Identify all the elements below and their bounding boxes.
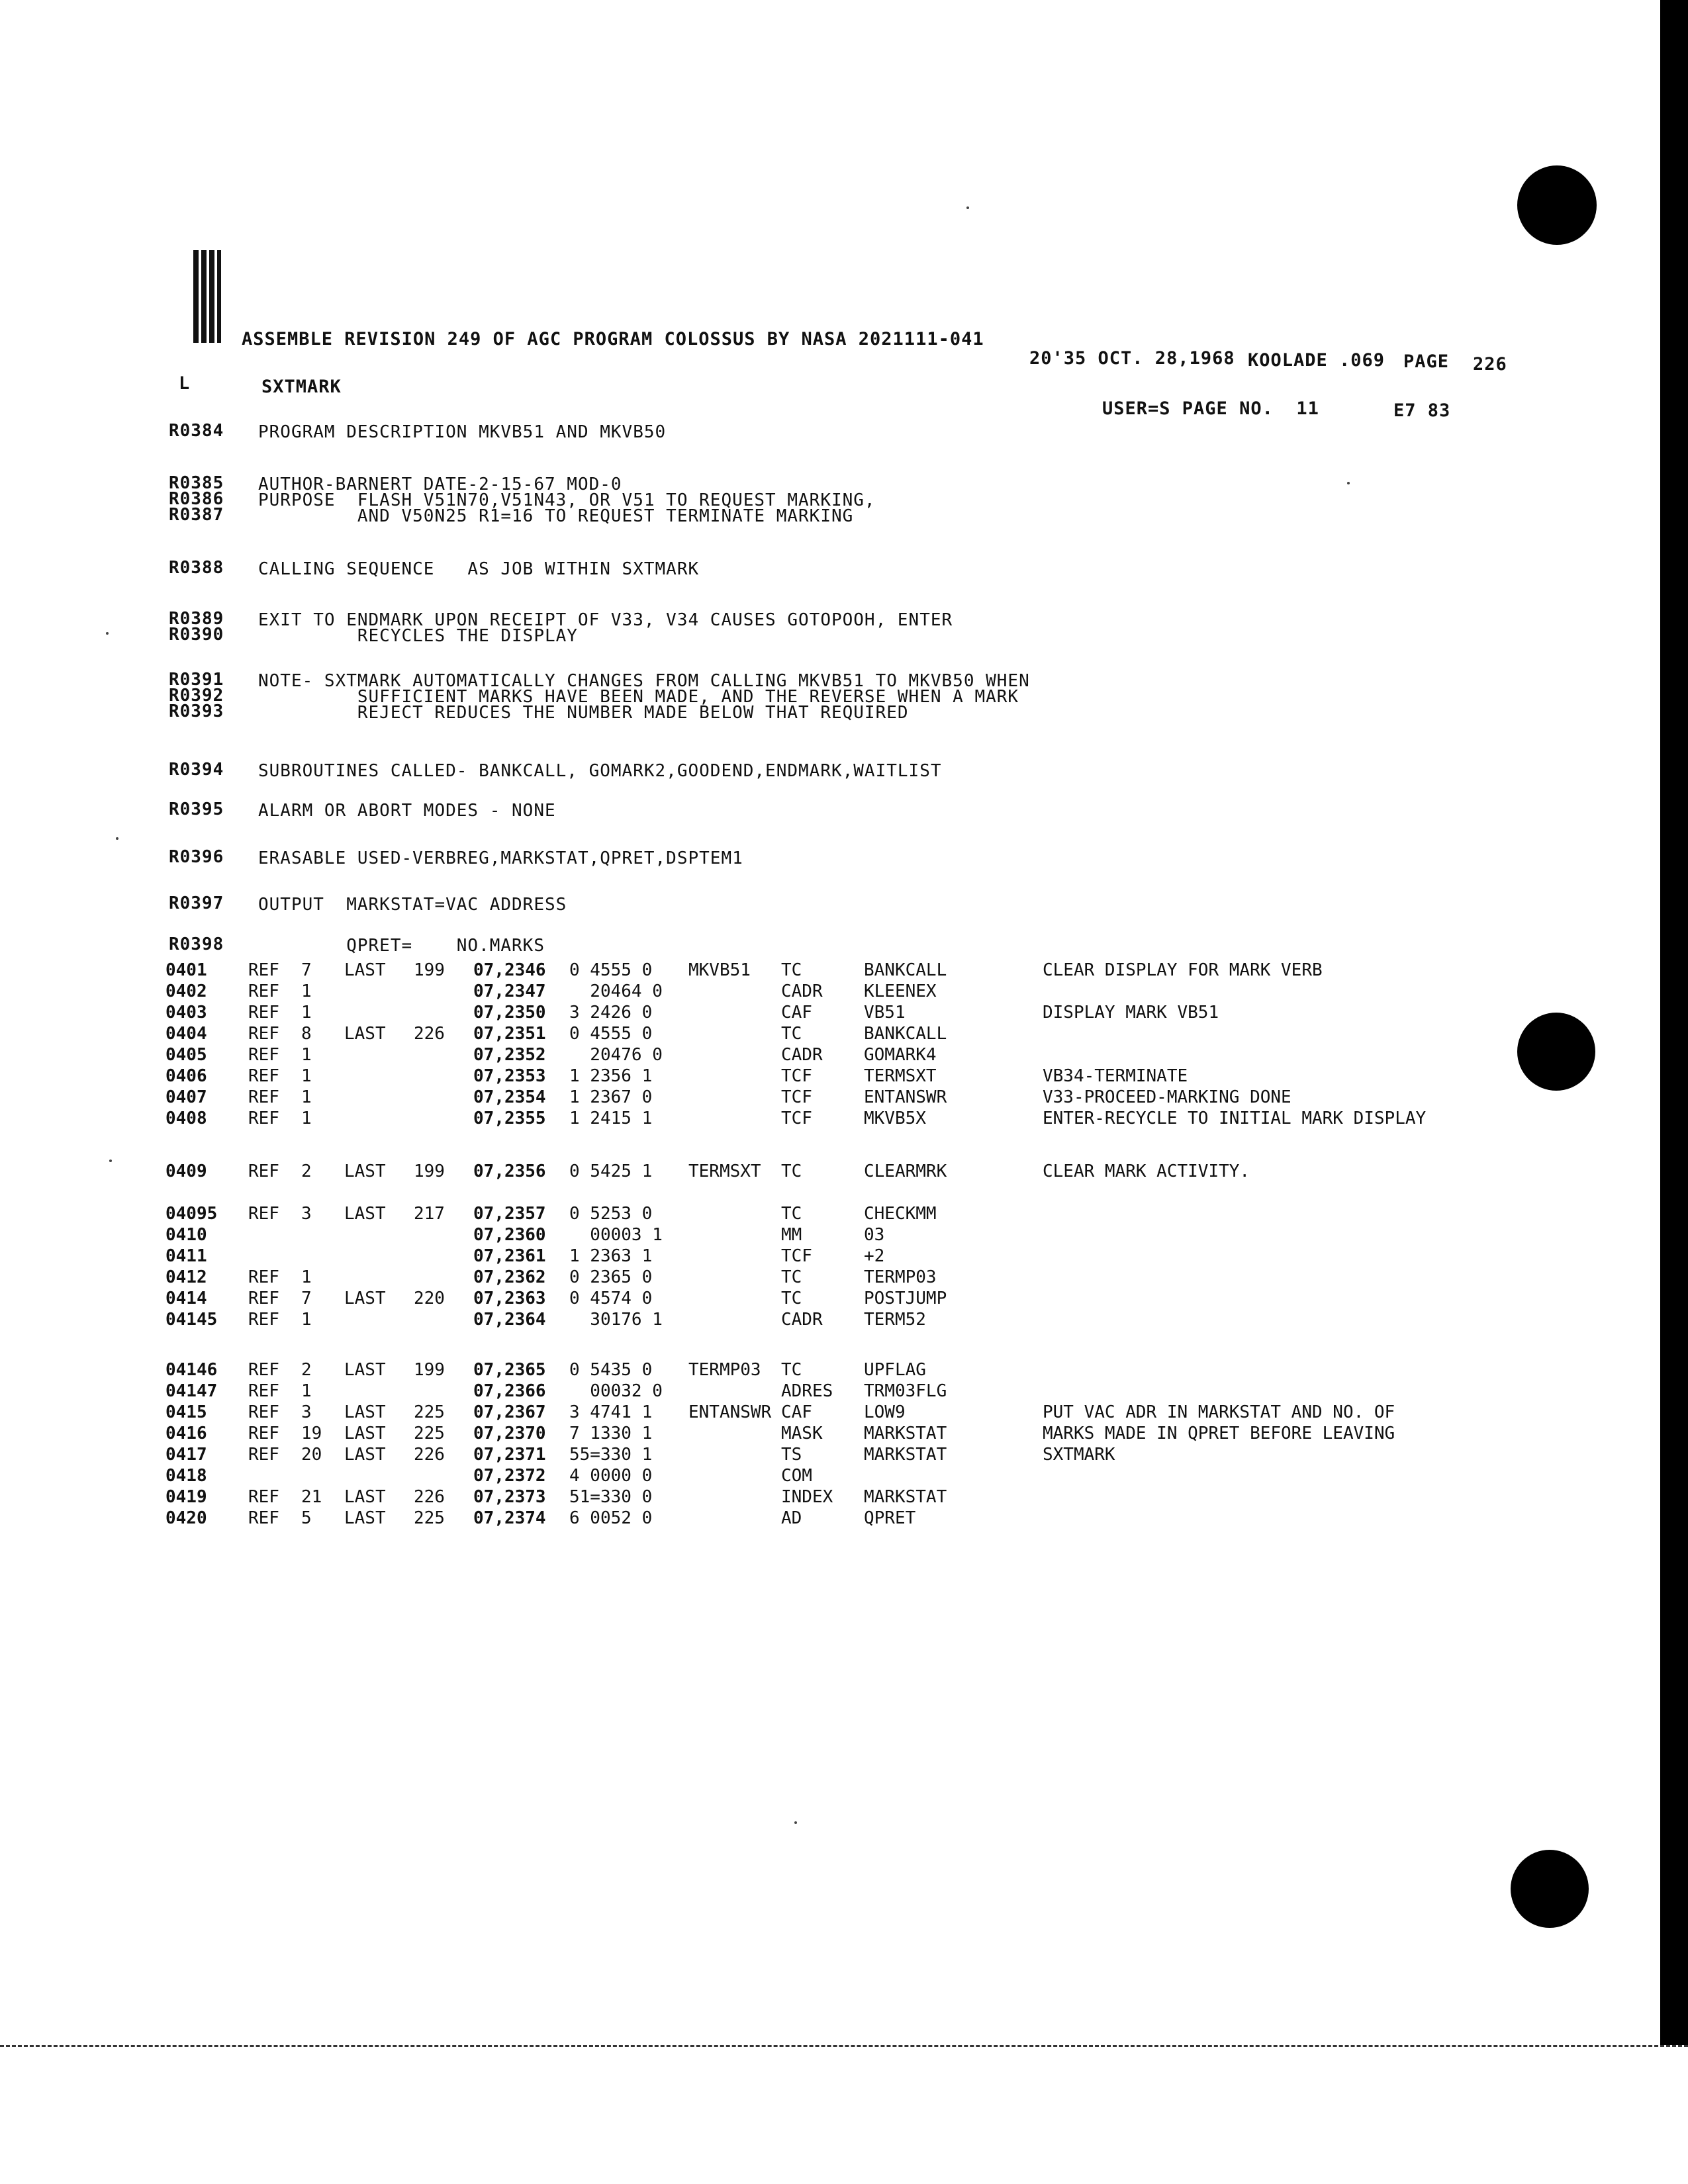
- last-tag: LAST: [344, 1487, 386, 1507]
- listing-l: L: [179, 373, 191, 394]
- symbol-label: ENTANSWR: [688, 1402, 772, 1422]
- line-number: 0406: [165, 1066, 207, 1086]
- address: 07,2367: [473, 1402, 546, 1422]
- ref-tag: REF: [248, 1445, 279, 1465]
- address: 07,2373: [473, 1487, 546, 1507]
- comment: ENTER-RECYCLE TO INITIAL MARK DISPLAY: [1043, 1109, 1427, 1128]
- operand: KLEENEX: [864, 981, 937, 1001]
- ref-count: 1: [301, 1267, 312, 1287]
- description-line-id: R0393: [169, 702, 224, 721]
- operand: TRM03FLG: [864, 1381, 947, 1401]
- last-line: 220: [414, 1289, 445, 1308]
- comment: CLEAR MARK ACTIVITY.: [1043, 1161, 1250, 1181]
- line-number: 0410: [165, 1225, 207, 1245]
- description-text: SUBROUTINES CALLED- BANKCALL, GOMARK2,GOODEND,ENDMARK,WAITLIST: [258, 761, 942, 781]
- octal-value: 1 2367 0: [569, 1087, 653, 1107]
- comment: VB34-TERMINATE: [1043, 1066, 1188, 1086]
- section-name: SXTMARK: [261, 377, 342, 397]
- ref-tag: REF: [248, 981, 279, 1001]
- description-text: NOTE- SXTMARK AUTOMATICALLY CHANGES FROM CALLING MKVB51 TO MKVB50 WHEN: [258, 671, 1030, 691]
- code-row: [0, 1066, 1523, 1087]
- line-number: 0402: [165, 981, 207, 1001]
- code-row: [0, 1359, 1523, 1381]
- ref-count: 3: [301, 1402, 312, 1422]
- address: 07,2355: [473, 1109, 546, 1128]
- ref-count: 1: [301, 981, 312, 1001]
- ref-tag: REF: [248, 1402, 279, 1422]
- code-row: [0, 1486, 1523, 1508]
- opcode: TS: [781, 1445, 802, 1465]
- address: 07,2346: [473, 960, 546, 980]
- description-line-id: R0394: [169, 760, 224, 780]
- page-number: 226: [1473, 354, 1507, 375]
- address: 07,2361: [473, 1246, 546, 1266]
- octal-value: 20476 0: [569, 1045, 663, 1065]
- code-row: [0, 1161, 1523, 1182]
- ref-count: 3: [301, 1204, 312, 1224]
- description-text: OUTPUT MARKSTAT=VAC ADDRESS: [258, 895, 567, 915]
- code-row: [0, 981, 1523, 1002]
- code-row: [0, 1203, 1523, 1224]
- code-row: [0, 1508, 1523, 1529]
- octal-value: 00003 1: [569, 1225, 663, 1245]
- address: 07,2365: [473, 1360, 546, 1380]
- opcode: TC: [781, 960, 802, 980]
- ref-tag: REF: [248, 1289, 279, 1308]
- line-number: 0401: [165, 960, 207, 980]
- opcode: TC: [781, 1360, 802, 1380]
- description-line-id: R0386: [169, 489, 224, 509]
- ref-tag: REF: [248, 1204, 279, 1224]
- print-date: 20'35 OCT. 28,1968: [1029, 348, 1235, 369]
- octal-value: 6 0052 0: [569, 1508, 653, 1528]
- operand: CHECKMM: [864, 1204, 937, 1224]
- scan-speck: [106, 632, 109, 635]
- line-number: 04147: [165, 1381, 218, 1401]
- ref-tag: REF: [248, 1003, 279, 1023]
- ref-count: 5: [301, 1508, 312, 1528]
- description-line-id: R0396: [169, 847, 224, 867]
- address: 07,2370: [473, 1424, 546, 1443]
- address: 07,2371: [473, 1445, 546, 1465]
- opcode: CADR: [781, 1310, 823, 1330]
- operand: UPFLAG: [864, 1360, 926, 1380]
- last-line: 226: [414, 1445, 445, 1465]
- address: 07,2357: [473, 1204, 546, 1224]
- last-tag: LAST: [344, 1161, 386, 1181]
- address: 07,2374: [473, 1508, 546, 1528]
- last-tag: LAST: [344, 960, 386, 980]
- ref-count: 1: [301, 1310, 312, 1330]
- address: 07,2347: [473, 981, 546, 1001]
- opcode: CADR: [781, 1045, 823, 1065]
- opcode: CADR: [781, 981, 823, 1001]
- comment: SXTMARK: [1043, 1445, 1115, 1465]
- octal-value: 7 1330 1: [569, 1424, 653, 1443]
- line-number: 0415: [165, 1402, 207, 1422]
- address: 07,2356: [473, 1161, 546, 1181]
- ref-tag: REF: [248, 1045, 279, 1065]
- operand: TERM52: [864, 1310, 926, 1330]
- ref-count: 1: [301, 1003, 312, 1023]
- ref-count: 7: [301, 960, 312, 980]
- opcode: MASK: [781, 1424, 823, 1443]
- code-row: [0, 1309, 1523, 1330]
- line-number: 0420: [165, 1508, 207, 1528]
- code-row: [0, 1267, 1523, 1288]
- opcode: MM: [781, 1225, 802, 1245]
- scan-speck: [966, 206, 969, 209]
- comment: V33-PROCEED-MARKING DONE: [1043, 1087, 1291, 1107]
- operand: POSTJUMP: [864, 1289, 947, 1308]
- last-line: 199: [414, 1161, 445, 1181]
- description-line-id: R0395: [169, 799, 224, 819]
- ref-count: 1: [301, 1109, 312, 1128]
- last-line: 225: [414, 1424, 445, 1443]
- operand: TERMP03: [864, 1267, 937, 1287]
- operand: 03: [864, 1225, 885, 1245]
- operand: +2: [864, 1246, 885, 1266]
- code-row: [0, 1002, 1523, 1023]
- line-number: 04095: [165, 1204, 218, 1224]
- description-text: SUFFICIENT MARKS HAVE BEEN MADE, AND THE REVERSE WHEN A MARK: [258, 687, 1019, 707]
- opcode: TCF: [781, 1109, 812, 1128]
- symbol-label: TERMSXT: [688, 1161, 761, 1181]
- code-row: [0, 1288, 1523, 1309]
- opcode: TCF: [781, 1246, 812, 1266]
- ref-tag: REF: [248, 1087, 279, 1107]
- line-number: 0404: [165, 1024, 207, 1044]
- description-line-id: R0384: [169, 421, 224, 441]
- operand: LOW9: [864, 1402, 906, 1422]
- line-number: 0411: [165, 1246, 207, 1266]
- line-number: 0409: [165, 1161, 207, 1181]
- comment: MARKS MADE IN QPRET BEFORE LEAVING: [1043, 1424, 1395, 1443]
- ref-count: 1: [301, 1087, 312, 1107]
- line-number: 04146: [165, 1360, 218, 1380]
- code-row: [0, 1381, 1523, 1402]
- last-tag: LAST: [344, 1024, 386, 1044]
- ref-count: 1: [301, 1381, 312, 1401]
- octal-value: 4 0000 0: [569, 1466, 653, 1486]
- address: 07,2354: [473, 1087, 546, 1107]
- code-row: [0, 1402, 1523, 1423]
- line-number: 0419: [165, 1487, 207, 1507]
- ref-tag: REF: [248, 1360, 279, 1380]
- punch-hole-middle: [1517, 1013, 1595, 1091]
- octal-value: 3 2426 0: [569, 1003, 653, 1023]
- comment: PUT VAC ADR IN MARKSTAT AND NO. OF: [1043, 1402, 1395, 1422]
- opcode: TCF: [781, 1066, 812, 1086]
- last-line: 226: [414, 1024, 445, 1044]
- octal-value: 0 4555 0: [569, 960, 653, 980]
- comment: CLEAR DISPLAY FOR MARK VERB: [1043, 960, 1323, 980]
- ref-tag: REF: [248, 1267, 279, 1287]
- description-line-id: R0390: [169, 625, 224, 645]
- octal-value: 0 5425 1: [569, 1161, 653, 1181]
- opcode: AD: [781, 1508, 802, 1528]
- address: 07,2353: [473, 1066, 546, 1086]
- ref-tag: REF: [248, 1109, 279, 1128]
- line-number: 0408: [165, 1109, 207, 1128]
- e7-code: E7 83: [1393, 400, 1451, 421]
- last-line: 199: [414, 1360, 445, 1380]
- last-line: 199: [414, 960, 445, 980]
- description-line-id: R0388: [169, 558, 224, 578]
- description-text: REJECT REDUCES THE NUMBER MADE BELOW THAT REQUIRED: [258, 703, 909, 723]
- octal-value: 0 4555 0: [569, 1024, 653, 1044]
- description-text: ERASABLE USED-VERBREG,MARKSTAT,QPRET,DSPTEM1: [258, 848, 743, 868]
- octal-value: 51=330 0: [569, 1487, 653, 1507]
- ref-count: 2: [301, 1360, 312, 1380]
- users-page-number: USER=S PAGE NO. 11: [1102, 398, 1319, 419]
- operand: MARKSTAT: [864, 1487, 947, 1507]
- ref-tag: REF: [248, 1024, 279, 1044]
- last-tag: LAST: [344, 1402, 386, 1422]
- line-number: 04145: [165, 1310, 218, 1330]
- address: 07,2366: [473, 1381, 546, 1401]
- description-text: RECYCLES THE DISPLAY: [258, 626, 578, 646]
- description-line-id: R0391: [169, 670, 224, 690]
- opcode: TC: [781, 1204, 802, 1224]
- description-text: QPRET= NO.MARKS: [258, 936, 545, 956]
- scan-speck: [109, 1160, 112, 1162]
- opcode: TC: [781, 1024, 802, 1044]
- operand: MARKSTAT: [864, 1424, 947, 1443]
- operand: TERMSXT: [864, 1066, 937, 1086]
- octal-value: 0 5253 0: [569, 1204, 653, 1224]
- octal-value: 1 2356 1: [569, 1066, 653, 1086]
- description-text: ALARM OR ABORT MODES - NONE: [258, 801, 556, 821]
- code-row: [0, 1108, 1523, 1129]
- address: 07,2360: [473, 1225, 546, 1245]
- scan-speck: [116, 837, 118, 840]
- address: 07,2352: [473, 1045, 546, 1065]
- code-row: [0, 1224, 1523, 1246]
- last-tag: LAST: [344, 1508, 386, 1528]
- line-number: 0416: [165, 1424, 207, 1443]
- code-row: [0, 1023, 1523, 1044]
- operand: GOMARK4: [864, 1045, 937, 1065]
- opcode: ADRES: [781, 1381, 833, 1401]
- address: 07,2362: [473, 1267, 546, 1287]
- ref-count: 8: [301, 1024, 312, 1044]
- description-text: AUTHOR-BARNERT DATE-2-15-67 MOD-0: [258, 475, 622, 494]
- description-text: PROGRAM DESCRIPTION MKVB51 AND MKVB50: [258, 422, 667, 442]
- opcode: TC: [781, 1161, 802, 1181]
- koolade-version: KOOLADE .069: [1248, 350, 1385, 371]
- code-row: [0, 960, 1523, 981]
- description-line-id: R0397: [169, 893, 224, 913]
- ref-tag: REF: [248, 1381, 279, 1401]
- scan-speck: [794, 1821, 797, 1824]
- ref-count: 20: [301, 1445, 322, 1465]
- description-line-id: R0392: [169, 686, 224, 705]
- line-number: 0407: [165, 1087, 207, 1107]
- page-label: PAGE: [1403, 351, 1450, 372]
- octal-value: 0 5435 0: [569, 1360, 653, 1380]
- ref-tag: REF: [248, 1487, 279, 1507]
- symbol-label: TERMP03: [688, 1360, 761, 1380]
- address: 07,2364: [473, 1310, 546, 1330]
- ref-count: 2: [301, 1161, 312, 1181]
- code-row: [0, 1044, 1523, 1066]
- line-number: 0414: [165, 1289, 207, 1308]
- ref-tag: REF: [248, 1161, 279, 1181]
- symbol-label: MKVB51: [688, 960, 751, 980]
- last-line: 225: [414, 1508, 445, 1528]
- octal-value: 3 4741 1: [569, 1402, 653, 1422]
- code-row: [0, 1423, 1523, 1444]
- last-tag: LAST: [344, 1204, 386, 1224]
- last-tag: LAST: [344, 1424, 386, 1443]
- last-tag: LAST: [344, 1360, 386, 1380]
- opcode: COM: [781, 1466, 812, 1486]
- ref-count: 1: [301, 1066, 312, 1086]
- binder-mark-graphic: [193, 250, 221, 343]
- description-line-id: R0387: [169, 505, 224, 525]
- octal-value: 1 2363 1: [569, 1246, 653, 1266]
- operand: CLEARMRK: [864, 1161, 947, 1181]
- ref-count: 19: [301, 1424, 322, 1443]
- octal-value: 1 2415 1: [569, 1109, 653, 1128]
- description-line-id: R0398: [169, 934, 224, 954]
- octal-value: 20464 0: [569, 981, 663, 1001]
- opcode: CAF: [781, 1402, 812, 1422]
- last-line: 217: [414, 1204, 445, 1224]
- operand: ENTANSWR: [864, 1087, 947, 1107]
- punch-hole-bottom: [1511, 1850, 1589, 1928]
- ref-tag: REF: [248, 1508, 279, 1528]
- assemble-line: ASSEMBLE REVISION 249 OF AGC PROGRAM COLOSSUS BY NASA 2021111-041: [242, 329, 984, 349]
- code-row: [0, 1444, 1523, 1465]
- code-row: [0, 1246, 1523, 1267]
- address: 07,2363: [473, 1289, 546, 1308]
- operand: BANKCALL: [864, 1024, 947, 1044]
- operand: BANKCALL: [864, 960, 947, 980]
- ref-tag: REF: [248, 1424, 279, 1443]
- description-text: CALLING SEQUENCE AS JOB WITHIN SXTMARK: [258, 559, 700, 579]
- line-number: 0417: [165, 1445, 207, 1465]
- line-number: 0418: [165, 1466, 207, 1486]
- last-line: 226: [414, 1487, 445, 1507]
- operand: QPRET: [864, 1508, 916, 1528]
- comment: DISPLAY MARK VB51: [1043, 1003, 1219, 1023]
- address: 07,2372: [473, 1466, 546, 1486]
- opcode: INDEX: [781, 1487, 833, 1507]
- octal-value: 0 2365 0: [569, 1267, 653, 1287]
- ref-tag: REF: [248, 1066, 279, 1086]
- opcode: CAF: [781, 1003, 812, 1023]
- ref-count: 21: [301, 1487, 322, 1507]
- description-line-id: R0385: [169, 473, 224, 493]
- octal-value: 30176 1: [569, 1310, 663, 1330]
- last-line: 225: [414, 1402, 445, 1422]
- description-text: EXIT TO ENDMARK UPON RECEIPT OF V33, V34 CAUSES GOTOPOOH, ENTER: [258, 610, 953, 630]
- octal-value: 00032 0: [569, 1381, 663, 1401]
- scan-speck: [1347, 482, 1350, 484]
- punch-hole-top: [1517, 165, 1597, 245]
- octal-value: 55=330 1: [569, 1445, 653, 1465]
- octal-value: 0 4574 0: [569, 1289, 653, 1308]
- operand: MARKSTAT: [864, 1445, 947, 1465]
- opcode: TC: [781, 1267, 802, 1287]
- address: 07,2350: [473, 1003, 546, 1023]
- last-tag: LAST: [344, 1445, 386, 1465]
- ref-tag: REF: [248, 1310, 279, 1330]
- ref-tag: REF: [248, 960, 279, 980]
- line-number: 0403: [165, 1003, 207, 1023]
- operand: MKVB5X: [864, 1109, 926, 1128]
- scan-bottom-edge: [0, 2045, 1688, 2050]
- address: 07,2351: [473, 1024, 546, 1044]
- code-row: [0, 1087, 1523, 1108]
- code-row: [0, 1465, 1523, 1486]
- description-text: PURPOSE FLASH V51N70,V51N43, OR V51 TO REQUEST MARKING,: [258, 490, 876, 510]
- opcode: TCF: [781, 1087, 812, 1107]
- line-number: 0412: [165, 1267, 207, 1287]
- ref-count: 1: [301, 1045, 312, 1065]
- line-number: 0405: [165, 1045, 207, 1065]
- description-text: AND V50N25 R1=16 TO REQUEST TERMINATE MARKING: [258, 506, 854, 526]
- opcode: TC: [781, 1289, 802, 1308]
- operand: VB51: [864, 1003, 906, 1023]
- last-tag: LAST: [344, 1289, 386, 1308]
- ref-count: 7: [301, 1289, 312, 1308]
- scan-border: [1660, 0, 1688, 2045]
- description-line-id: R0389: [169, 609, 224, 629]
